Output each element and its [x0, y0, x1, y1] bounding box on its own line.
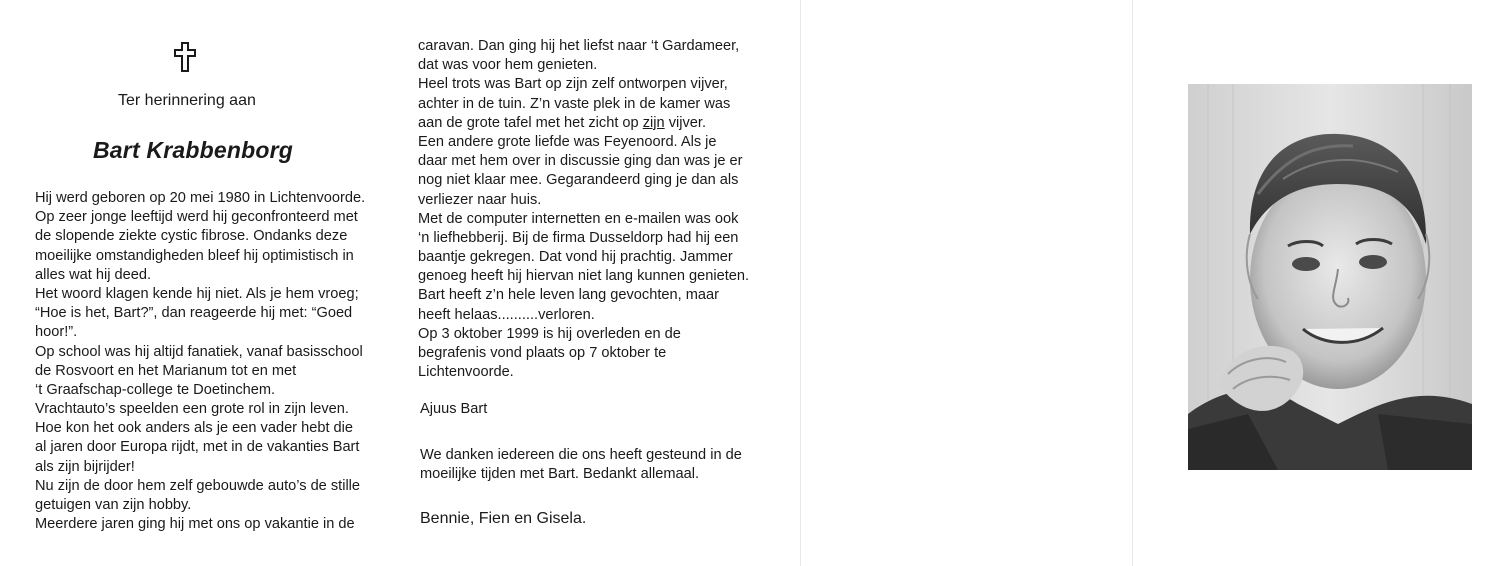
text-line: caravan. Dan ging hij het liefst naar ‘t Gardameer, — [418, 38, 740, 54]
text-line: Het woord klagen kende hij niet. Als je hem vroeg; — [35, 285, 359, 302]
deceased-name: Bart Krabbenborg — [93, 137, 293, 163]
text-line: Hoe kon het ook anders als je een vader hebt die — [35, 420, 354, 437]
text-line: Op zeer jonge leeftijd werd hij geconfronteerd met — [35, 209, 358, 226]
text-line: Nu zijn de door hem zelf gebouwde auto’s de stille — [35, 477, 361, 494]
fold-line — [800, 0, 801, 566]
text-line: al jaren door Europa rijdt, met in de vakanties Bart — [35, 439, 360, 456]
text-line: hoor!”. — [35, 324, 78, 341]
thanks-line: moeilijke tijden met Bart. Bedankt allemaal. — [420, 466, 700, 483]
text-line: dat was voor hem genieten. — [418, 57, 598, 74]
text-line: begrafenis vond plaats op 7 oktober te — [418, 345, 667, 361]
text-line: ‘t Graafschap-college te Doetinchem. — [35, 381, 276, 398]
text-line: nog niet klaar mee. Gegarandeerd ging je dan als — [418, 172, 739, 189]
text-line: Een andere grote liefde was Feyenoord. Als je — [418, 133, 717, 150]
text-line: getuigen van zijn hobby. — [35, 497, 192, 513]
text-line: Vrachtauto’s speelden een grote rol in zijn leven. — [35, 401, 349, 418]
farewell-text — [420, 400, 487, 419]
text-line: Met de computer internetten en e-mailen was ook — [418, 210, 739, 227]
text-line: Lichtenvoorde. — [418, 364, 514, 381]
fold-line — [1132, 0, 1133, 566]
text-line: genoeg heeft hij hiervan niet lang kunnen genieten. — [418, 268, 750, 285]
portrait-photo — [1188, 84, 1472, 470]
text-line: alles wat hij deed. — [35, 266, 152, 283]
text-line: ‘n liefhebberij. Bij de firma Dusseldorp had hij een — [418, 229, 739, 246]
text-line: Meerdere jaren ging hij met ons op vakantie in de — [35, 516, 355, 533]
biography-column-left — [35, 189, 365, 534]
text-line: achter in de tuin. Z’n vaste plek in de kamer was — [418, 95, 731, 112]
cross-icon — [174, 42, 196, 72]
text-line: heeft helaas..........verloren. — [418, 306, 595, 323]
text-line: aan de grote tafel met het zicht op zijn vijver. — [418, 114, 706, 131]
family-signature: Bennie, Fien en Gisela. — [420, 510, 587, 527]
text-line: de Rosvoort en het Marianum tot en met — [35, 362, 297, 379]
text-line: Heel trots was Bart op zijn zelf ontworpen vijver, — [418, 76, 728, 93]
thanks-text — [420, 446, 742, 484]
text-line: de slopende ziekte cystic fibrose. Ondanks deze — [35, 228, 348, 245]
text-line: “Hoe is het, Bart?”, dan reageerde hij met: “Goed — [35, 305, 353, 322]
thanks-line: We danken iedereen die ons heeft gesteund in de — [420, 447, 742, 463]
biography-column-right — [418, 37, 749, 382]
text-line: daar met hem over in discussie ging dan was je er — [418, 153, 743, 170]
text-line: baantje gekregen. Dat vond hij prachtig. Jammer — [418, 249, 733, 266]
text-line: Op 3 oktober 1999 is hij overleden en de — [418, 325, 681, 342]
text-line: Hij werd geboren op 20 mei 1980 in Lichtenvoorde. — [35, 190, 366, 206]
text-line: als zijn bijrijder! — [35, 458, 135, 475]
farewell-line: Ajuus Bart — [420, 401, 488, 417]
text-line: Op school was hij altijd fanatiek, vanaf basisschool — [35, 343, 363, 360]
intro-text: Ter herinnering aan — [118, 92, 256, 109]
text-line: moeilijke omstandigheden bleef hij optimistisch in — [35, 247, 354, 264]
text-line: Bart heeft z’n hele leven lang gevochten, maar — [418, 287, 719, 304]
text-line: verliezer naar huis. — [418, 191, 542, 208]
